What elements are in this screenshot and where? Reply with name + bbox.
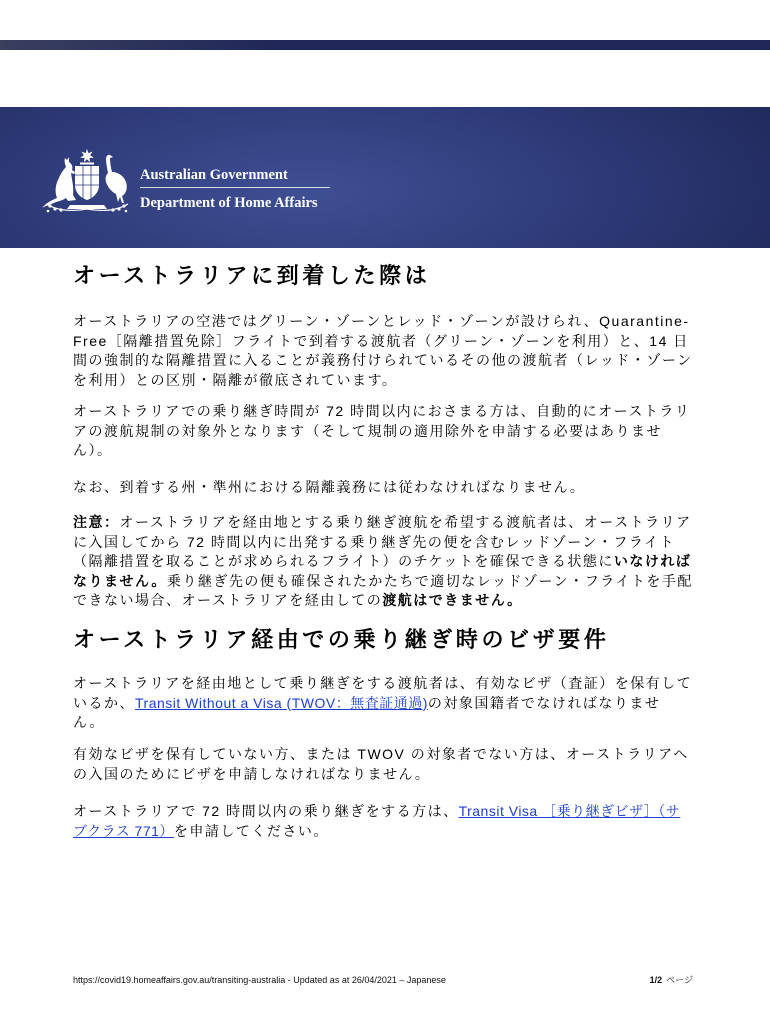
note-bold-text: いなければ bbox=[613, 553, 692, 569]
transit-paragraph-apply-visa bbox=[73, 745, 689, 784]
paragraph-line: アの渡航規制の対象外となります（そして規制の適用除外を申請する必要はありませ bbox=[73, 422, 662, 439]
twov-link[interactable]: Transit Without a Visa (TWOV：無査証通過) bbox=[135, 694, 428, 711]
note-bold-text: なりません。 bbox=[73, 572, 167, 589]
transit-visa-link-part2[interactable]: ブクラス 771） bbox=[73, 822, 174, 839]
note-text: （隔離措置を取ることが求められるフライト）のチケットを確保できる状態に bbox=[73, 553, 614, 569]
note-label: 注意： bbox=[73, 514, 120, 530]
paragraph-text: の対象国籍者でなければなりませ bbox=[427, 694, 661, 711]
page-label: ページ bbox=[666, 975, 693, 985]
paragraph-text: を申請してください。 bbox=[173, 822, 329, 839]
paragraph-line bbox=[73, 572, 693, 592]
paragraph-line: なお、到着する州・準州における隔離義務には従わなければなりません。 bbox=[73, 479, 586, 495]
top-stripe bbox=[0, 40, 770, 50]
note-bold-text: 渡航はできません。 bbox=[382, 592, 523, 608]
arrival-note-paragraph bbox=[73, 513, 693, 611]
paragraph-line: ん。 bbox=[73, 714, 105, 730]
footer-source-url: https://covid19.homeaffairs.gov.au/transiting-australia - Updated as at 26/04/2021 – Japanese bbox=[73, 975, 446, 985]
transit-visa-link-part1[interactable]: Transit Visa ［乗り継ぎビザ］（サ bbox=[458, 803, 681, 819]
transit-visa-heading: オーストラリア経由での乗り継ぎ時のビザ要件 bbox=[73, 627, 610, 652]
paragraph-line: 有効なビザを保有していない方、または TWOV の対象者でない方は、オーストラリアへ bbox=[73, 746, 689, 762]
crest-wreath bbox=[80, 163, 94, 165]
footer-page-indicator bbox=[650, 974, 693, 986]
paragraph-line bbox=[73, 694, 692, 714]
note-text: オーストラリアを経由地とする乗り継ぎ渡航を希望する渡航者は、オーストラリア bbox=[119, 514, 692, 530]
note-text: できない場合、オーストラリアを経由しての bbox=[73, 592, 383, 608]
paragraph-line bbox=[73, 513, 693, 533]
paragraph-text: いるか、 bbox=[73, 694, 135, 711]
note-text: 乗り継ぎ先の便も確保されたかたちで適切なレッドゾーン・フライトを手配 bbox=[166, 572, 693, 589]
paragraph-line: の入国のためにビザを申請しなければなりません。 bbox=[73, 765, 431, 782]
arrival-paragraph-quarantine bbox=[73, 478, 585, 498]
paragraph-line: 間の強制的な隔離措置に入ることが義務付けられているその他の渡航者（レッド・ゾーン bbox=[73, 352, 693, 368]
paragraph-line bbox=[73, 802, 680, 822]
header-banner bbox=[0, 107, 770, 248]
shield bbox=[75, 166, 99, 200]
paragraph-text: オーストラリアで 72 時間以内の乗り継ぎをする方は、 bbox=[73, 803, 459, 819]
transit-paragraph-visa-required bbox=[73, 674, 692, 733]
commonwealth-star bbox=[80, 149, 94, 162]
org-government-name: Australian Government bbox=[140, 167, 288, 183]
paragraph-line bbox=[73, 822, 680, 842]
emu bbox=[106, 155, 127, 203]
org-divider bbox=[140, 187, 330, 188]
arrival-paragraph-72-hours bbox=[73, 402, 690, 461]
page-number: 1/2 bbox=[649, 975, 663, 985]
paragraph-line: オーストラリアでの乗り継ぎ時間が 72 時間以内におさまる方は、自動的にオーストラリ bbox=[73, 403, 691, 419]
paragraph-line: オーストラリアの空港ではグリーン・ゾーンとレッド・ゾーンが設けられ、Quarantine- bbox=[73, 313, 690, 329]
paragraph-line bbox=[73, 552, 693, 572]
arrival-paragraph-zones bbox=[73, 312, 693, 390]
coat-of-arms-logo bbox=[42, 148, 132, 214]
transit-paragraph-subclass-771 bbox=[73, 802, 680, 841]
paragraph-line: に入国してから 72 時間以内に出発する乗り継ぎ先の便を含むレッドゾーン・フライト bbox=[73, 533, 676, 550]
paragraph-line bbox=[73, 591, 693, 611]
kangaroo bbox=[42, 157, 76, 208]
paragraph-line: を利用）との区別・隔離が徹底されています。 bbox=[73, 371, 398, 388]
org-department-name: Department of Home Affairs bbox=[140, 195, 318, 211]
arrival-heading: オーストラリアに到着した際は bbox=[73, 263, 431, 288]
paragraph-line: ん）。 bbox=[73, 442, 113, 458]
paragraph-line: Free［隔離措置免除］フライトで到着する渡航者（グリーン・ゾーンを利用）と、14 日 bbox=[73, 332, 689, 349]
paragraph-line: オーストラリアを経由地として乗り継ぎをする渡航者は、有効なビザ（査証）を保有して bbox=[73, 675, 693, 691]
